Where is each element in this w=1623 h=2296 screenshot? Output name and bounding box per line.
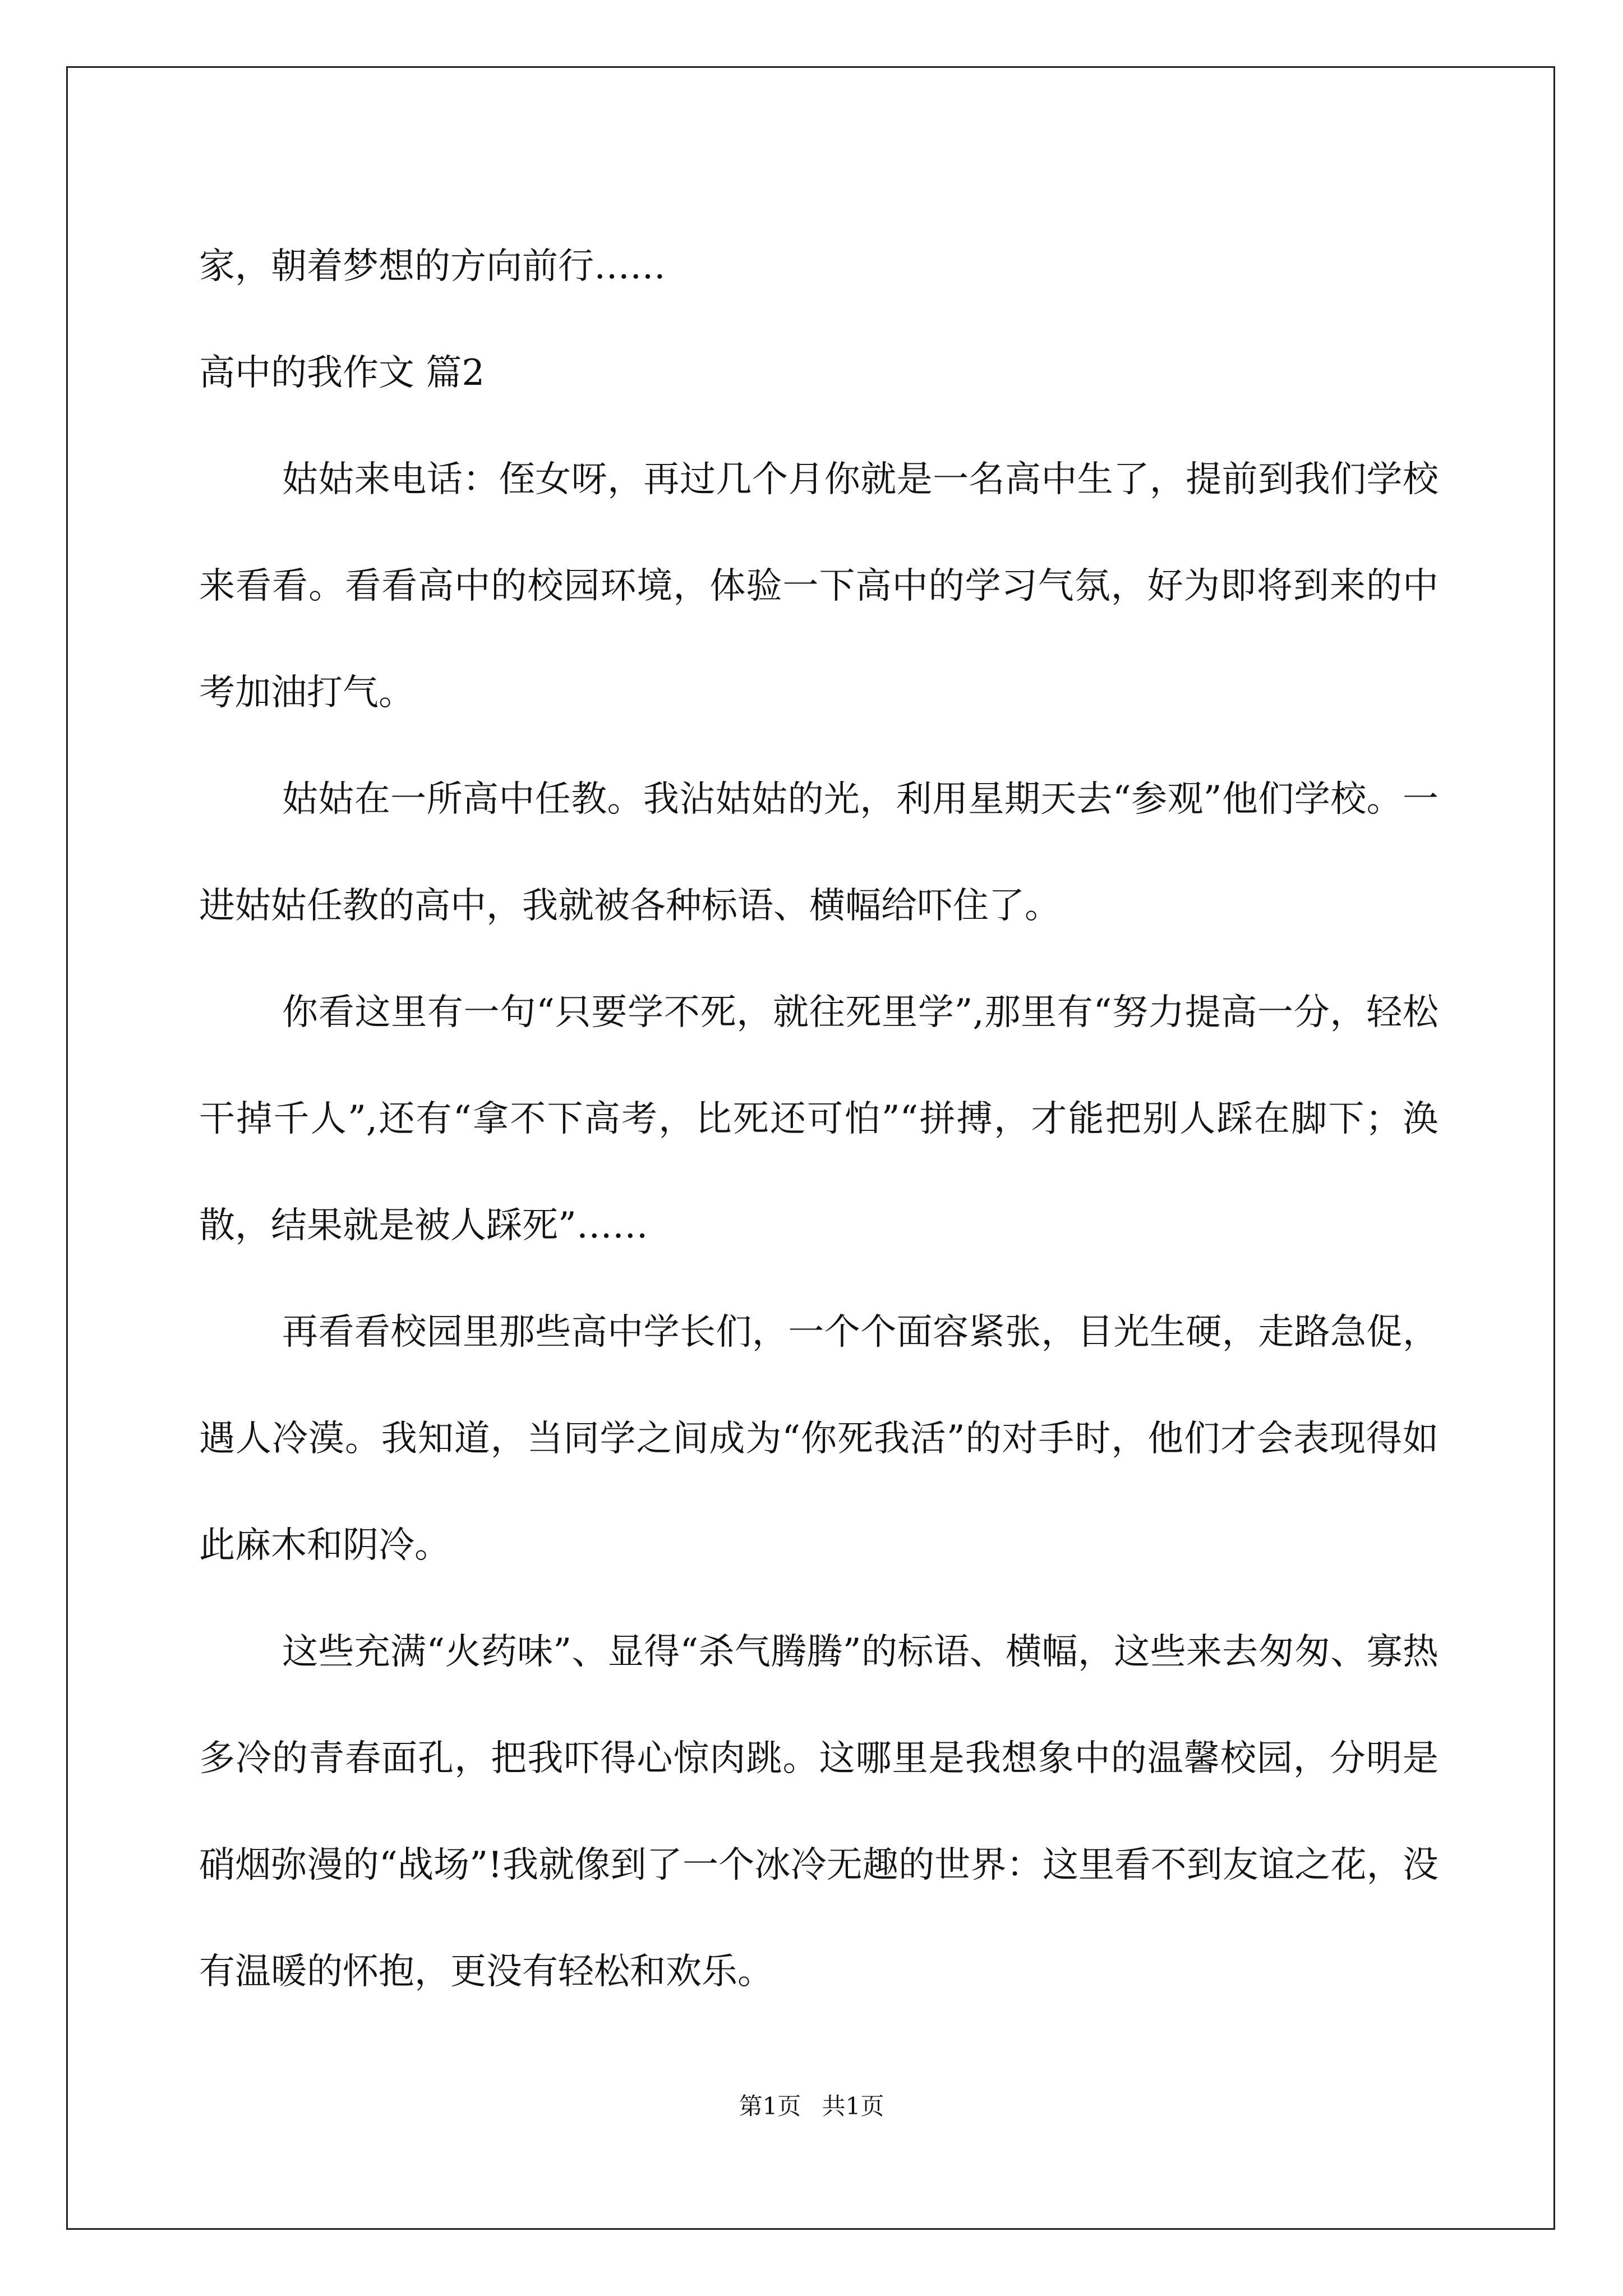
paragraph: 家，朝着梦想的方向前行…… xyxy=(199,246,666,287)
paragraph: 你看这里有一句“只要学不死，就往死里学”,那里有“努力提高一分，轻松干掉千人”,还有“拿不下高考，比死还可怕”“拼搏，才能把别人踩在脚下；涣散，结果就是被人踩死”…… xyxy=(199,992,1438,1246)
paragraph: 再看看校园里那些高中学长们，一个个面容紧张，目光生硬，走路急促，遇人冷漠。我知道，当同学之间成为“你死我活”的对手时，他们才会表现得如此麻木和阴冷。 xyxy=(199,1312,1438,1566)
paragraph: 这些充满“火药味”、显得“杀气腾腾”的标语、横幅，这些来去匆匆、寡热多冷的青春面孔，把我吓得心惊肉跳。这哪里是我想象中的温馨校园，分明是硝烟弥漫的“战场”!我就像到了一个冰冷无趣的世界：这里看不到友谊之花，没有温暖的怀抱，更没有轻松和欢乐。 xyxy=(199,1631,1438,1993)
page-total: 共1页 xyxy=(822,2092,884,2120)
paragraph: 姑姑在一所高中任教。我沾姑姑的光，利用星期天去“参观”他们学校。一进姑姑任教的高中，我就被各种标语、横幅给吓住了。 xyxy=(199,779,1438,927)
page-number: 第1页 xyxy=(739,2092,801,2120)
section-heading: 高中的我作文 篇2 xyxy=(199,352,485,394)
page-footer xyxy=(0,2088,1623,2122)
paragraph: 姑姑来电话：侄女呀，再过几个月你就是一名高中生了，提前到我们学校来看看。看看高中的校园环境，体验一下高中的学习气氛，好为即将到来的中考加油打气。 xyxy=(199,459,1438,714)
document-body xyxy=(199,213,1438,2025)
